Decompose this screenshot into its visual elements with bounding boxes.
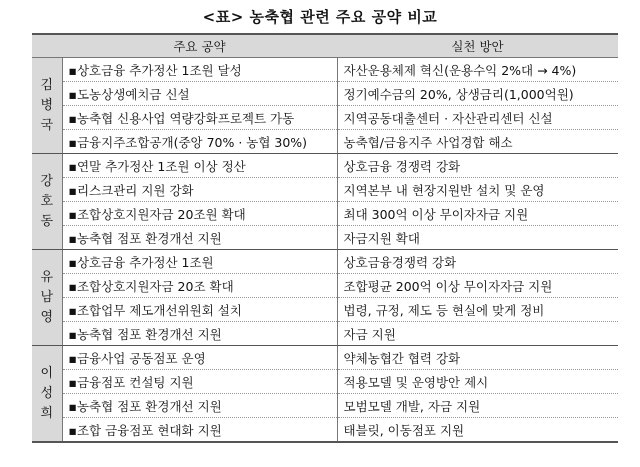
plan-cell: 약체농협간 협력 강화 — [337, 346, 618, 370]
pledge-cell: ▪농축협 점포 환경개선 지원 — [62, 394, 337, 418]
pledge-cell: ▪농축협 신용사업 역량강화프로젝트 가동 — [62, 106, 337, 130]
plan-cell: 적용모델 및 운영방안 제시 — [337, 370, 618, 394]
pledge-cell: ▪도농상생예치금 신설 — [62, 82, 337, 106]
pledge-cell: ▪조합상호지원자금 20조원 확대 — [62, 202, 337, 226]
candidate-name: 김 병 국 — [32, 58, 62, 154]
candidate-name: 강 호 동 — [32, 154, 62, 250]
header-pledges: 주요 공약 — [62, 34, 337, 58]
table-row — [32, 394, 618, 418]
plan-cell: 태블릿, 이동점포 지원 — [337, 418, 618, 443]
plan-cell: 최대 300억 이상 무이자자금 지원 — [337, 202, 618, 226]
pledge-cell: ▪농축협 점포 환경개선 지원 — [62, 226, 337, 250]
table-row — [32, 154, 618, 178]
pledge-cell: ▪연말 추가정산 1조원 이상 정산 — [62, 154, 337, 178]
pledge-cell: ▪상호금융 추가정산 1조원 — [62, 250, 337, 274]
pledge-cell: ▪농축협 점포 환경개선 지원 — [62, 322, 337, 346]
plan-cell: 자금 지원 — [337, 322, 618, 346]
table-row — [32, 298, 618, 322]
table-row — [32, 58, 618, 82]
plan-cell: 상호금융경쟁력 강화 — [337, 250, 618, 274]
plan-cell: 조합평균 200억 이상 무이자자금 지원 — [337, 274, 618, 298]
plan-cell: 지역본부 내 현장지원반 설치 및 운영 — [337, 178, 618, 202]
table-row — [32, 370, 618, 394]
plan-cell: 모범모델 개발, 자금 지원 — [337, 394, 618, 418]
pledge-cell: ▪금융지주조합공개(중앙 70% · 농협 30%) — [62, 130, 337, 154]
candidate-name: 유 남 영 — [32, 250, 62, 346]
pledge-cell: ▪리스크관리 지원 강화 — [62, 178, 337, 202]
plan-cell: 법령, 규정, 제도 등 현실에 맞게 정비 — [337, 298, 618, 322]
table-row — [32, 346, 618, 370]
pledge-cell: ▪조합상호지원자금 20조 확대 — [62, 274, 337, 298]
table-row — [32, 226, 618, 250]
pledge-cell: ▪조합업무 제도개선위원회 설치 — [62, 298, 337, 322]
plan-cell: 정기예수금의 20%, 상생금리(1,000억원) — [337, 82, 618, 106]
pledge-cell: ▪금융사업 공동점포 운영 — [62, 346, 337, 370]
table-row — [32, 130, 618, 154]
table-title: <표> 농축협 관련 주요 공약 비교 — [202, 8, 438, 26]
pledge-cell: ▪조합 금융점포 현대화 지원 — [62, 418, 337, 443]
pledge-cell: ▪금융점포 컨설팅 지원 — [62, 370, 337, 394]
table-row — [32, 202, 618, 226]
table-row — [32, 250, 618, 274]
table-row — [32, 322, 618, 346]
plan-cell: 상호금융 경쟁력 강화 — [337, 154, 618, 178]
pledge-comparison-table — [32, 33, 618, 443]
table-row — [32, 178, 618, 202]
table-row — [32, 274, 618, 298]
plan-cell: 자산운용체제 혁신(운용수익 2%대 → 4%) — [337, 58, 618, 82]
plan-cell: 자금지원 확대 — [337, 226, 618, 250]
table-row — [32, 418, 618, 443]
plan-cell: 농축협/금융지주 사업경합 해소 — [337, 130, 618, 154]
table-row — [32, 106, 618, 130]
header-plans: 실천 방안 — [337, 34, 618, 58]
table-row — [32, 82, 618, 106]
pledge-cell: ▪상호금융 추가정산 1조원 달성 — [62, 58, 337, 82]
plan-cell: 지역공동대출센터 · 자산관리센터 신설 — [337, 106, 618, 130]
header-row — [32, 34, 618, 58]
header-name-cell — [32, 34, 62, 58]
candidate-name: 이 성 희 — [32, 346, 62, 443]
